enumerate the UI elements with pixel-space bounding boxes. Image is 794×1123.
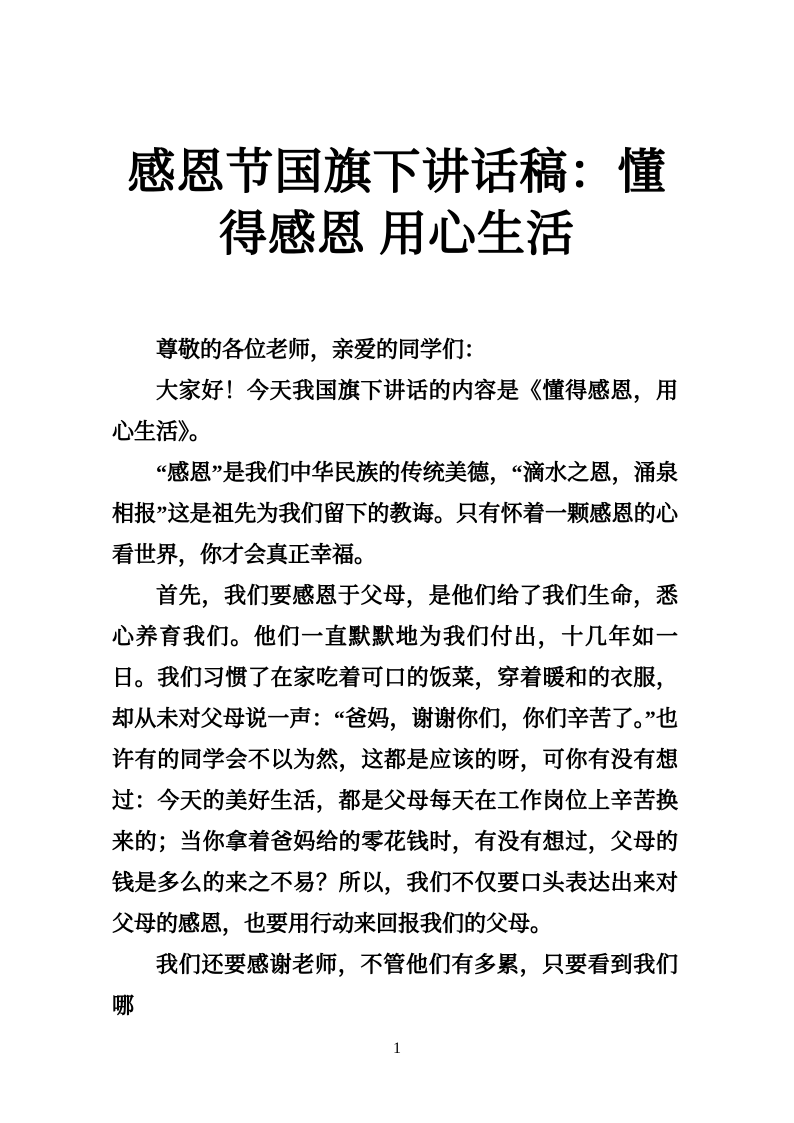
page-number: 1 (393, 1040, 401, 1057)
paragraph-thank-parents: 首先，我们要感恩于父母，是他们给了我们生命，悉心养育我们。他们一直默默地为我们付出，十几年如一日。我们习惯了在家吃着可口的饭菜，穿着暖和的衣服，却从未对父母说一声：“爸妈，谢谢你们，你们辛苦了。”也许有的同学会不以为然，这都是应该的呀，可你有没有想过：今天的美好生活，都是父母每天在工作岗位上辛苦换来的；当你拿着爸妈给的零花钱时，有没有想过，父母的钱是多么的来之不易？所以，我们不仅要口头表达出来对父母的感恩，也要用行动来回报我们的父母。 (112, 583, 678, 936)
paragraph-gratitude-tradition: “感恩”是我们中华民族的传统美德，“滴水之恩，涌泉相报”这是祖先为我们留下的教诲。只有怀着一颗感恩的心看世界，你才会真正幸福。 (112, 460, 678, 567)
title-line-2: 得感恩 用心生活 (218, 208, 575, 261)
document-title (0, 0, 794, 266)
document-body (112, 329, 678, 1026)
paragraph-salutation: 尊敬的各位老师，亲爱的同学们： (156, 337, 487, 362)
title-line-1: 感恩节国旗下讲话稿：懂 (127, 146, 667, 199)
paragraph-greeting: 大家好！今天我国旗下讲话的内容是《懂得感恩，用心生活》。 (112, 378, 678, 444)
paragraph-thank-teachers: 我们还要感谢老师，不管他们有多累，只要看到我们哪 (112, 952, 678, 1018)
